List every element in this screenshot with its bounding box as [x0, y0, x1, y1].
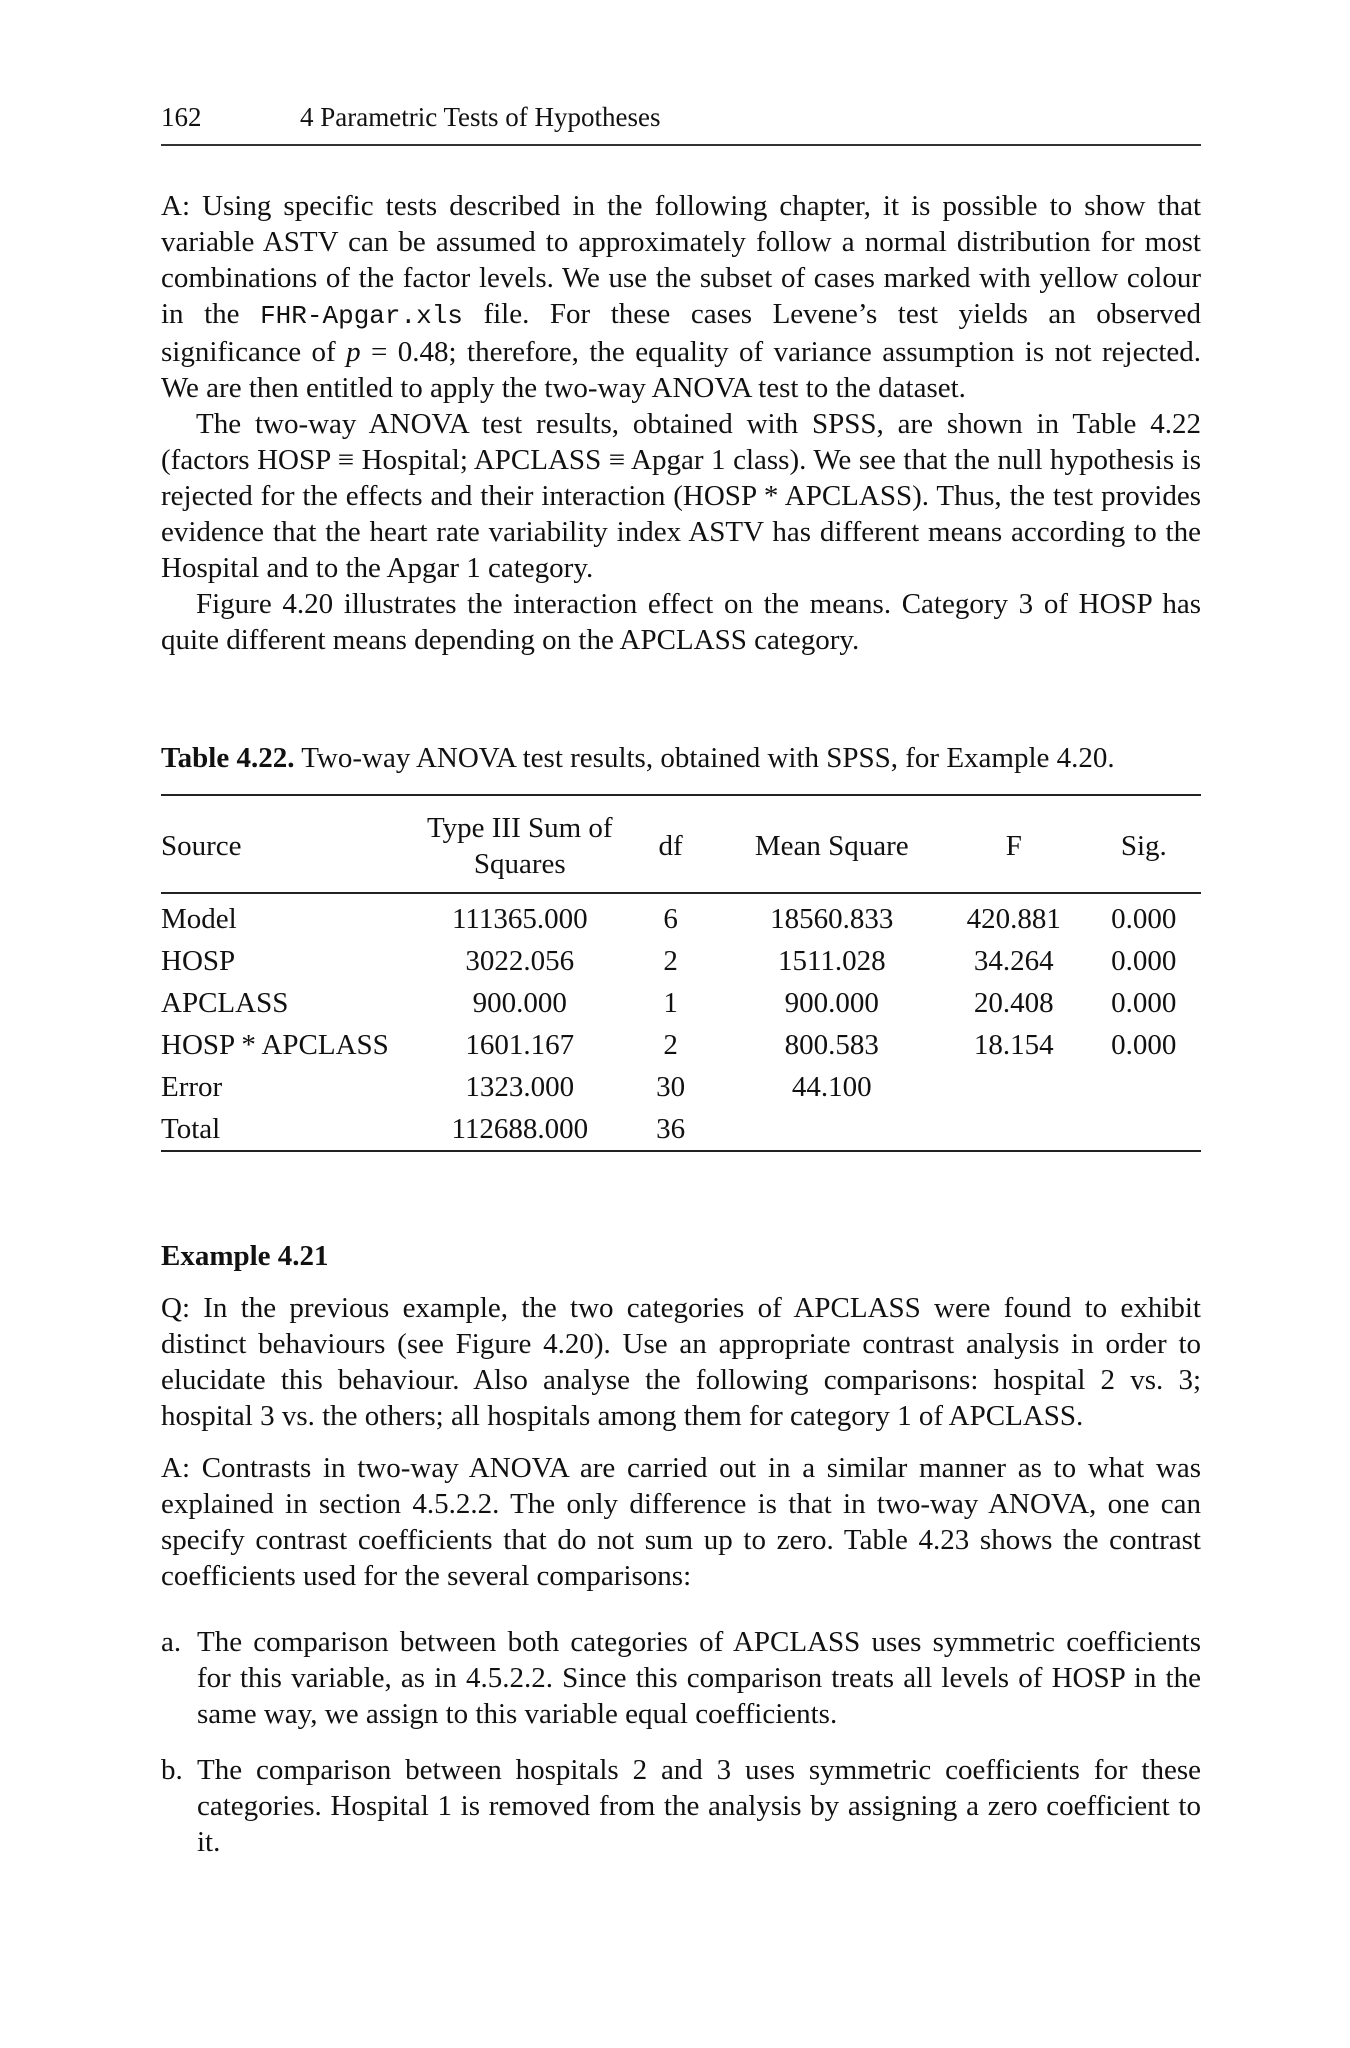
chapter-title: 4 Parametric Tests of Hypotheses	[300, 102, 661, 132]
table-row	[161, 1108, 1201, 1151]
cell-ss: 3022.056	[465, 945, 575, 977]
variable-p: p	[346, 336, 361, 368]
cell-sig	[1087, 1108, 1201, 1151]
cell-f	[941, 1066, 1087, 1108]
answer-paragraph-1	[161, 188, 1201, 406]
cell-sig: 0.000	[1111, 945, 1177, 977]
anova-table	[161, 794, 1201, 1152]
cell-f: 18.154	[973, 1029, 1054, 1061]
cell-f: 34.264	[973, 945, 1054, 977]
header-sum-of-squares	[421, 795, 619, 893]
table-header-row	[161, 795, 1201, 893]
question-paragraph: Q: In the previous example, the two categories of APCLASS were found to exhibit distinct behaviours (see Figure 4.20). Use an appropriate contrast analysis in order to elucidate this behaviour. Also analyse the following comparisons: hospital 2 vs. 3; hospital 3 vs. the others; all hospitals among them for category 1 of APCLASS.	[161, 1292, 1201, 1432]
answer-paragraph-3: Figure 4.20 illustrates the interaction effect on the means. Category 3 of HOSP has quite different means depending on the APCLASS category.	[161, 588, 1201, 656]
cell-df: 1	[663, 987, 678, 1019]
cell-ms	[723, 1108, 941, 1151]
table-row	[161, 940, 1201, 982]
cell-df: 2	[663, 945, 678, 977]
table-caption	[161, 740, 1201, 776]
cell-source: Model	[161, 903, 237, 935]
header-sig: Sig.	[1120, 830, 1167, 862]
cell-ms: 800.583	[784, 1029, 879, 1061]
text-run: = 0.48; therefore, the equality of variance assumption is not rejected. We are then entitled to apply the two-way ANOVA test to the dataset.	[161, 336, 1202, 404]
list-item-text: The comparison between both categories of APCLASS uses symmetric coefficients for this variable, as in 4.5.2.2. Since this comparison treats all levels of HOSP in the same way, we assign to this variable equal coefficients.	[197, 1626, 1201, 1730]
cell-f	[941, 1108, 1087, 1151]
list-item	[161, 1752, 1201, 1860]
header-f: F	[1005, 830, 1022, 862]
answer-paragraph-2: The two-way ANOVA test results, obtained with SPSS, are shown in Table 4.22 (factors HOSP ≡ Hospital; APCLASS ≡ Apgar 1 class). We see that the null hypothesis is rejected for the effects and their interaction (HOSP * APCLASS). Thus, the test provides evidence that the heart rate variability index ASTV has different means according to the Hospital and to the Apgar 1 category.	[161, 408, 1201, 584]
cell-ss: 111365.000	[451, 903, 588, 935]
table-row	[161, 1024, 1201, 1066]
list-marker: b.	[161, 1754, 183, 1786]
table-caption-text: Two-way ANOVA test results, obtained with SPSS, for Example 4.20.	[294, 742, 1115, 774]
text-run: A: Using specific tests described in the following chapter, it is possible to show that variable ASTV can be assumed to approximately follow a normal distribution for most combinations of the factor levels. We use the subset of cases marked with yellow colour in the	[161, 190, 1201, 330]
cell-df: 30	[656, 1071, 686, 1103]
list-item	[161, 1624, 1201, 1732]
cell-df: 36	[656, 1113, 686, 1145]
cell-ms: 18560.833	[770, 903, 894, 935]
cell-f: 20.408	[973, 987, 1054, 1019]
cell-sig: 0.000	[1111, 1029, 1177, 1061]
cell-source: Error	[161, 1071, 223, 1103]
cell-ss: 1601.167	[465, 1029, 575, 1061]
table-label: Table 4.22.	[161, 742, 295, 774]
running-header	[161, 98, 1201, 146]
cell-source: Total	[161, 1113, 221, 1145]
cell-sig: 0.000	[1111, 903, 1177, 935]
cell-sig: 0.000	[1111, 987, 1177, 1019]
cell-df: 2	[663, 1029, 678, 1061]
cell-ss: 900.000	[472, 987, 567, 1019]
table-row	[161, 1066, 1201, 1108]
cell-source: HOSP	[161, 945, 236, 977]
table-row	[161, 893, 1201, 940]
header-ss-line2: Squares	[473, 848, 566, 880]
cell-df: 6	[663, 903, 678, 935]
cell-ss: 1323.000	[465, 1071, 575, 1103]
cell-source: APCLASS	[161, 987, 289, 1019]
cell-ms: 44.100	[791, 1071, 872, 1103]
list-item-text: The comparison between hospitals 2 and 3 uses symmetric coefficients for these categories. Hospital 1 is removed from the analysis by assigning a zero coefficient to it.	[197, 1754, 1201, 1858]
header-ss-line1: Type III Sum of	[426, 812, 613, 844]
example-answer-paragraph: A: Contrasts in two-way ANOVA are carried out in a similar manner as to what was explained in section 4.5.2.2. The only difference is that in two-way ANOVA, one can specify contrast coefficients that do not sum up to zero. Table 4.23 shows the contrast coefficients used for the several comparisons:	[161, 1452, 1201, 1592]
cell-source: HOSP * APCLASS	[161, 1029, 389, 1061]
example-section	[161, 1290, 1201, 1594]
cell-f: 420.881	[966, 903, 1061, 935]
cell-ms: 1511.028	[777, 945, 886, 977]
file-name: FHR-Apgar.xls	[260, 301, 463, 331]
answer-section	[161, 188, 1201, 658]
list-marker: a.	[161, 1626, 182, 1658]
text-run: file. For these cases Levene’s test yields an observed significance of	[161, 298, 1201, 368]
cell-ss: 112688.000	[451, 1113, 589, 1145]
comparison-list	[161, 1624, 1201, 1860]
table-row	[161, 982, 1201, 1024]
header-source: Source	[161, 830, 242, 862]
example-heading: Example 4.21	[161, 1240, 329, 1272]
page-number: 162	[161, 102, 202, 132]
header-mean-square: Mean Square	[754, 830, 909, 862]
cell-sig	[1087, 1066, 1201, 1108]
cell-ms: 900.000	[784, 987, 879, 1019]
header-df: df	[658, 830, 683, 862]
